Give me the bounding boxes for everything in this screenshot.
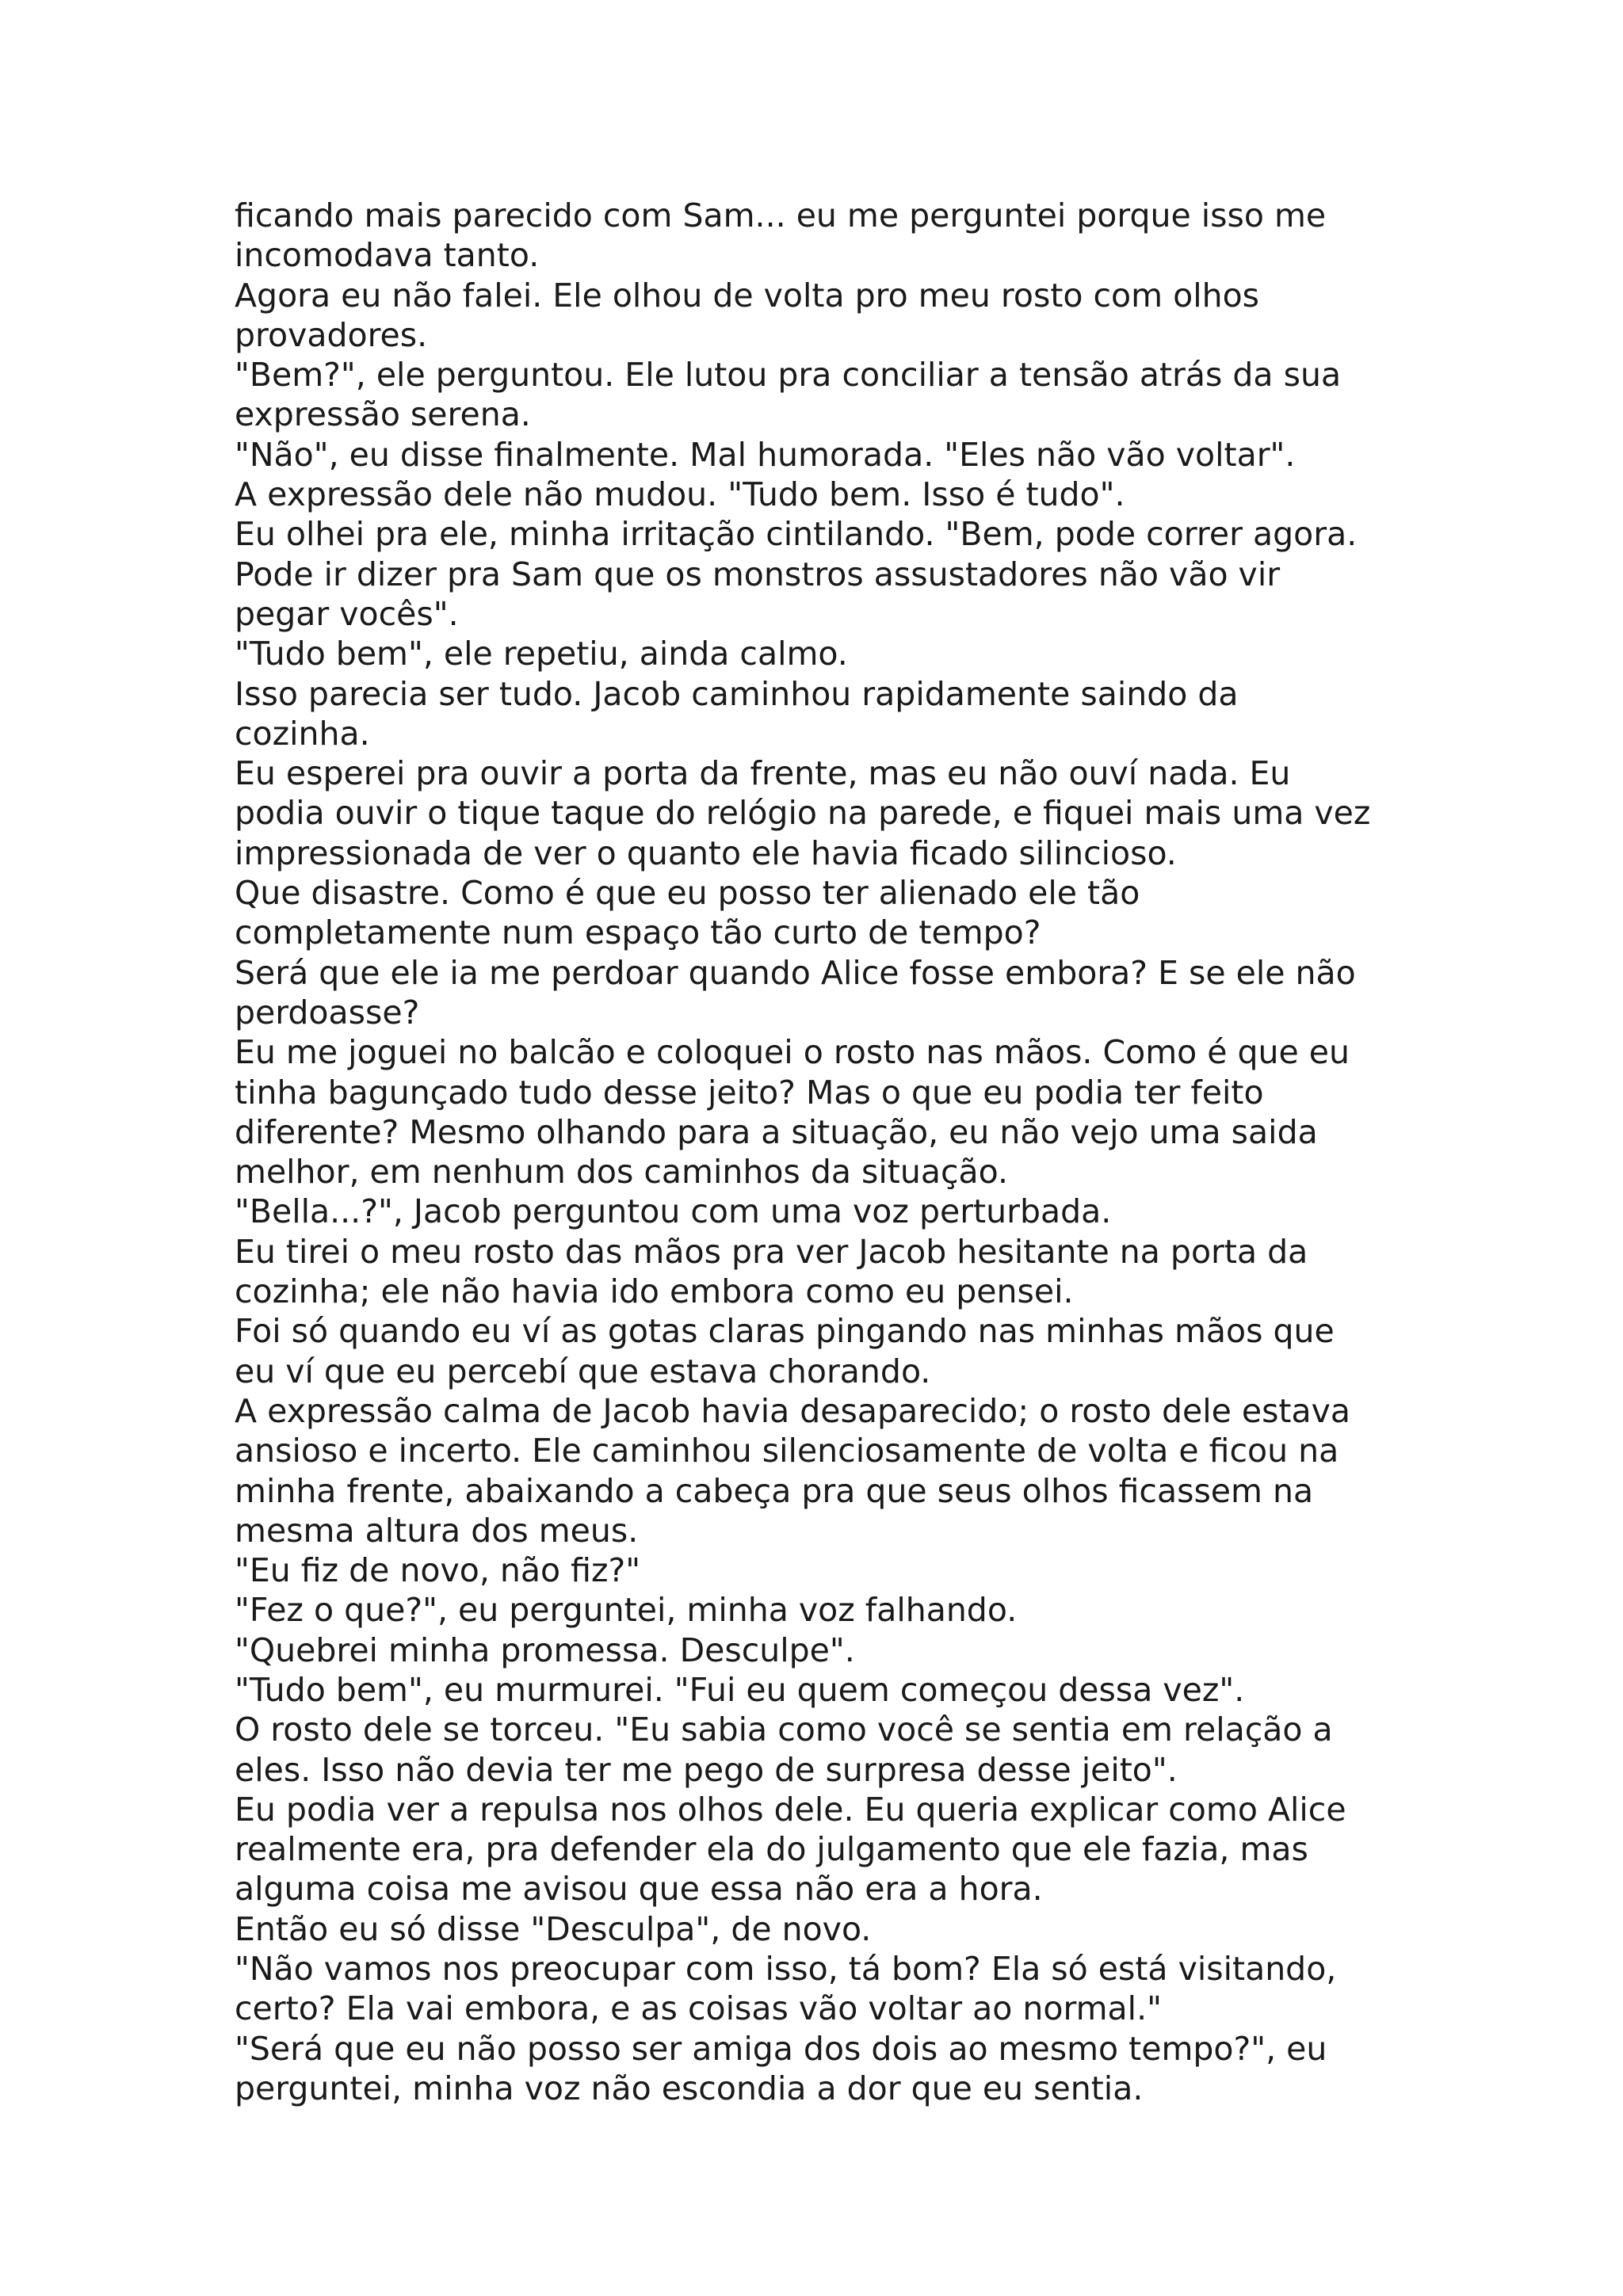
- text-line: impressionada de ver o quanto ele havia ficado silincioso.: [235, 833, 1177, 872]
- text-line: pegar vocês".: [235, 594, 459, 633]
- text-line: "Não", eu disse finalmente. Mal humorada. "Eles não vão voltar".: [235, 435, 1296, 474]
- text-line: "Bem?", ele perguntou. Ele lutou pra conciliar a tensão atrás da sua: [235, 356, 1342, 395]
- text-line: Eu me joguei no balcão e coloquei o rosto nas mãos. Como é que eu: [235, 1033, 1350, 1072]
- text-line: "Tudo bem", eu murmurei. "Fui eu quem começou dessa vez".: [235, 1670, 1245, 1709]
- text-line: Será que ele ia me perdoar quando Alice fosse embora? E se ele não: [235, 953, 1356, 992]
- text-line: perguntei, minha voz não escondia a dor que eu sentia.: [235, 2069, 1144, 2107]
- text-line: Pode ir dizer pra Sam que os monstros assustadores não vão vir: [235, 555, 1281, 593]
- text-line: Eu tirei o meu rosto das mãos pra ver Jacob hesitante na porta da: [235, 1232, 1308, 1271]
- text-line: Eu podia ver a repulsa nos olhos dele. Eu queria explicar como Alice: [235, 1790, 1346, 1829]
- text-line: melhor, em nenhum dos caminhos da situação.: [235, 1153, 1009, 1192]
- text-line: perdoasse?: [235, 993, 420, 1032]
- text-line: "Será que eu não posso ser amiga dos dois ao mesmo tempo?", eu: [235, 2029, 1327, 2068]
- text-line: cozinha; ele não havia ido embora como eu pensei.: [235, 1272, 1074, 1311]
- text-line: "Tudo bem", ele repetiu, ainda calmo.: [235, 635, 848, 673]
- text-line: certo? Ela vai embora, e as coisas vão voltar ao normal.": [235, 1989, 1162, 2028]
- text-line: Eu esperei pra ouvir a porta da frente, mas eu não ouví nada. Eu: [235, 754, 1291, 793]
- text-line: ansioso e incerto. Ele caminhou silenciosamente de volta e ficou na: [235, 1432, 1339, 1470]
- text-line: completamente num espaço tão curto de tempo?: [235, 913, 1041, 952]
- body-text: [235, 196, 1423, 2108]
- text-line: mesma altura dos meus.: [235, 1511, 639, 1550]
- text-line: realmente era, pra defender ela do julgamento que ele fazia, mas: [235, 1830, 1308, 1869]
- text-line: eles. Isso não devia ter me pego de surpresa desse jeito".: [235, 1750, 1178, 1789]
- text-line: A expressão dele não mudou. "Tudo bem. Isso é tudo".: [235, 475, 1125, 514]
- text-line: alguma coisa me avisou que essa não era a hora.: [235, 1870, 1043, 1909]
- text-line: "Eu fiz de novo, não fiz?": [235, 1551, 641, 1590]
- text-line: "Não vamos nos preocupar com isso, tá bom? Ela só está visitando,: [235, 1950, 1337, 1989]
- text-line: diferente? Mesmo olhando para a situação, eu não vejo uma saida: [235, 1112, 1318, 1151]
- text-line: Foi só quando eu ví as gotas claras pingando nas minhas mãos que: [235, 1312, 1335, 1351]
- text-line: tinha bagunçado tudo desse jeito? Mas o que eu podia ter feito: [235, 1073, 1264, 1112]
- text-line: Então eu só disse "Desculpa", de novo.: [235, 1909, 872, 1948]
- text-line: podia ouvir o tique taque do relógio na parede, e fiquei mais uma vez: [235, 794, 1371, 833]
- text-line: Agora eu não falei. Ele olhou de volta pro meu rosto com olhos: [235, 276, 1260, 315]
- text-line: eu ví que eu percebí que estava chorando.: [235, 1352, 931, 1390]
- text-line: provadores.: [235, 315, 428, 354]
- text-line: "Bella...?", Jacob perguntou com uma voz perturbada.: [235, 1192, 1112, 1231]
- text-line: A expressão calma de Jacob havia desaparecido; o rosto dele estava: [235, 1391, 1351, 1430]
- text-line: Que disastre. Como é que eu posso ter alienado ele tão: [235, 874, 1140, 913]
- text-line: minha frente, abaixando a cabeça pra que seus olhos ficassem na: [235, 1471, 1314, 1510]
- text-line: Isso parecia ser tudo. Jacob caminhou rapidamente saindo da: [235, 674, 1239, 713]
- text-line: ficando mais parecido com Sam... eu me perguntei porque isso me: [235, 196, 1327, 235]
- text-line: "Fez o que?", eu perguntei, minha voz falhando.: [235, 1591, 1018, 1630]
- text-line: cozinha.: [235, 714, 370, 753]
- text-line: Eu olhei pra ele, minha irritação cintilando. "Bem, pode correr agora.: [235, 515, 1358, 554]
- text-line: O rosto dele se torceu. "Eu sabia como você se sentia em relação a: [235, 1711, 1333, 1749]
- text-line: expressão serena.: [235, 395, 531, 434]
- text-line: "Quebrei minha promessa. Desculpe".: [235, 1630, 855, 1669]
- text-line: incomodava tanto.: [235, 236, 540, 275]
